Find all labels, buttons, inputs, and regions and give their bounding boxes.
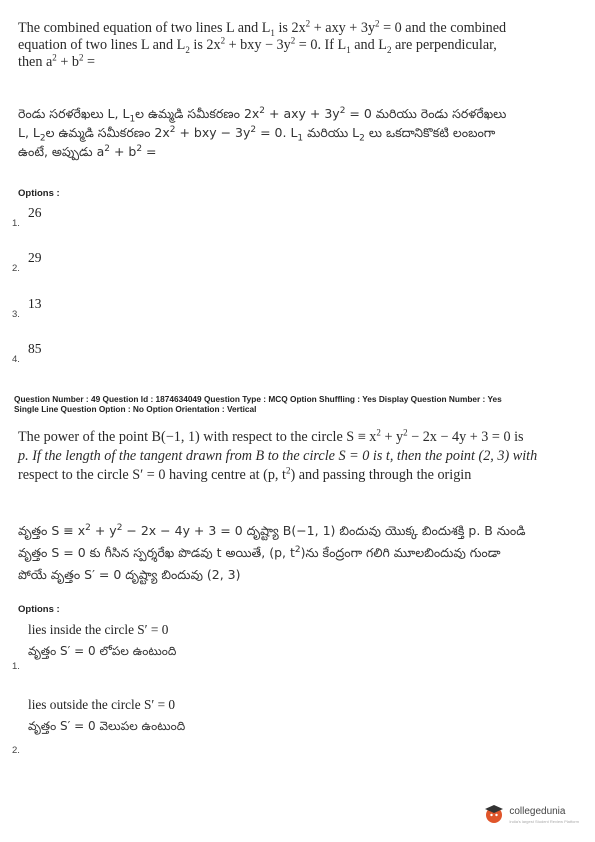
option-text-en: lies outside the circle S′ = 0 — [28, 697, 176, 712]
option-number: 2. — [12, 263, 20, 274]
q49-statement-te: వృత్తం $S \equiv x^2 + y^2 - 2x - 4y + 3 = 0$ దృష్ట్యా B(−1, 1) బిందువు యొక్క బిందుశక్తి p. B నుండి వృత్తం S = 0 కు గీసిన స్పర్శరేఖ పొడవు t అయితే, (p, $t^2)ను$ కేంద్రంగా గలిగి మూలబిందువు గుండా పోయే వృత్తం S′ = 0 దృష్ట్యా బిందువు (2, 3) — [18, 522, 526, 582]
option-text-te: వృత్తం S′ = 0 వెలుపల ఉంటుంది — [28, 719, 186, 733]
q49-options-label: Options : — [18, 604, 60, 615]
option-number: 3. — [12, 309, 20, 320]
collegedunia-logo — [483, 801, 579, 824]
q48-options-label: Options : — [18, 188, 60, 199]
option-number: 1. — [12, 218, 20, 229]
option-number: 2. — [12, 745, 20, 756]
option-value: 13 — [28, 296, 42, 311]
q49-option-2[interactable] — [12, 697, 412, 757]
q49-statement-en: The power of the point B(−1, 1) with respect to the circle $S \equiv x^2 + y^2 - 2x - 4y + 3 = 0$ is p. If the length of the tangent drawn from B to the circle S = 0 is t, then the point (2, 3) with respect to the circle S′ = 0 having centre at (p, $t^2$) and passing through the origin — [18, 427, 538, 483]
option-value: 29 — [28, 250, 42, 265]
option-value: 26 — [28, 205, 42, 220]
q48-statement-en: The combined equation of two lines L and $L_1$ is $2x^2$ + axy + $3y^2 = 0$ and the combined equation of two lines L and $L_2$ is $2x^2$ + bxy − $3y^2 = 0$. If $L_1$ and $L_2$ are perpendicular, then $a^2 + b^2$ = — [18, 18, 507, 70]
q49-meta: Question Number : 49 Question Id : 1874634049 Question Type : MCQ Option Shuffling : Yes Display Question Number : Yes Single Line Question Option : No Option Orientation : Vertical — [14, 394, 502, 414]
option-number: 1. — [12, 661, 20, 672]
option-number: 4. — [12, 354, 20, 365]
option-text-te: వృత్తం S′ = 0 లోపల ఉంటుంది — [28, 644, 177, 658]
graduate-cap-icon — [483, 802, 505, 824]
q49-option-1[interactable] — [12, 622, 412, 672]
logo-name: collegedunia — [509, 806, 566, 817]
q48-statement-te: రెండు సరళరేఖలు L, $L_1ల$ ఉమ్మడి సమీకరణం $2x^2$ + axy + $3y^2 = 0$ మరియు రెండు సరళరేఖలు L, $L_2ల$ ఉమ్మడి సమీకరణం $2x^2$ + bxy − $3y^2 = 0$. $L_1$ మరియు $L_2$ లు ఒకదానికొకటి లంబంగా ఉంటే, అప్పుడు $a^2 + b^2$ = — [18, 105, 507, 159]
option-text-en: lies inside the circle S′ = 0 — [28, 622, 169, 637]
logo-tagline: India's largest Student Review Platform — [509, 819, 579, 824]
option-value: 85 — [28, 341, 42, 356]
